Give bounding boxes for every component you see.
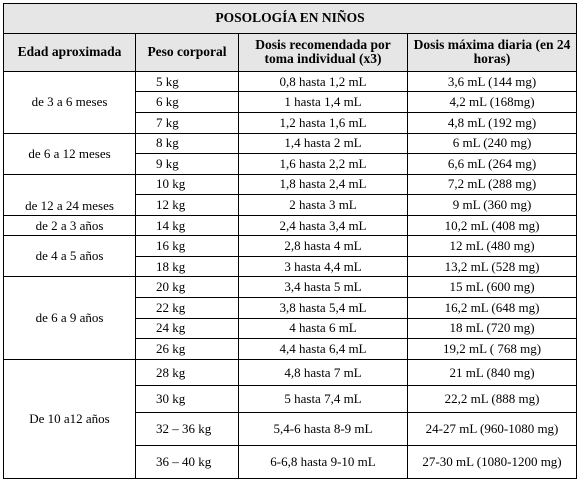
age-group-cell: de 4 a 5 años (4, 236, 136, 277)
age-group-cell: de 3 a 6 meses (4, 71, 136, 133)
max-cell: 13,2 mL (528 mg) (408, 256, 577, 277)
max-cell: 12 mL (480 mg) (408, 236, 577, 257)
table-row (4, 359, 577, 386)
weight-cell: 26 kg (136, 339, 239, 360)
weight-cell: 24 kg (136, 318, 239, 339)
table-row (4, 277, 577, 298)
dose-cell: 1 hasta 1,4 mL (239, 92, 408, 113)
dose-cell: 4,8 hasta 7 mL (239, 359, 408, 386)
age-group-cell: de 2 a 3 años (4, 215, 136, 236)
weight-cell: 6 kg (136, 92, 239, 113)
age-group-cell: De 10 a12 años (4, 359, 136, 478)
age-group-cell: de 6 a 9 años (4, 277, 136, 359)
weight-cell: 32 – 36 kg (136, 413, 239, 446)
dose-cell: 2,4 hasta 3,4 mL (239, 215, 408, 236)
dose-cell: 0,8 hasta 1,2 mL (239, 71, 408, 92)
dose-cell: 1,6 hasta 2,2 mL (239, 154, 408, 175)
dosage-table (3, 3, 577, 479)
dose-cell: 1,4 hasta 2 mL (239, 133, 408, 154)
header-dose: Dosis recomendada por toma individual (x3) (239, 33, 408, 71)
max-cell: 7,2 mL (288 mg) (408, 174, 577, 195)
weight-cell: 18 kg (136, 256, 239, 277)
header-age: Edad aproximada (4, 33, 136, 71)
max-cell: 6,6 mL (264 mg) (408, 154, 577, 175)
weight-cell: 36 – 40 kg (136, 446, 239, 479)
weight-cell: 16 kg (136, 236, 239, 257)
dose-cell: 6-6,8 hasta 9-10 mL (239, 446, 408, 479)
max-cell: 22,2 mL (888 mg) (408, 386, 577, 413)
title-row (4, 4, 577, 34)
age-group-cell: de 6 a 12 meses (4, 133, 136, 174)
table-row (4, 133, 577, 154)
max-cell: 16,2 mL (648 mg) (408, 298, 577, 319)
max-cell: 21 mL (840 mg) (408, 359, 577, 386)
weight-cell: 30 kg (136, 386, 239, 413)
dose-cell: 2,8 hasta 4 mL (239, 236, 408, 257)
max-cell: 15 mL (600 mg) (408, 277, 577, 298)
max-cell: 19,2 mL ( 768 mg) (408, 339, 577, 360)
dose-cell: 2 hasta 3 mL (239, 195, 408, 216)
max-cell: 27-30 mL (1080-1200 mg) (408, 446, 577, 479)
dose-cell: 1,2 hasta 1,6 mL (239, 112, 408, 133)
dose-cell: 3 hasta 4,4 mL (239, 256, 408, 277)
age-group-cell: de 12 a 24 meses (4, 174, 136, 215)
table-title: POSOLOGÍA EN NIÑOS (4, 4, 577, 34)
max-cell: 18 mL (720 mg) (408, 318, 577, 339)
weight-cell: 7 kg (136, 112, 239, 133)
dose-cell: 3,4 hasta 5 mL (239, 277, 408, 298)
weight-cell: 20 kg (136, 277, 239, 298)
header-row (4, 33, 577, 71)
header-max: Dosis máxima diaria (en 24 horas) (408, 33, 577, 71)
max-cell: 10,2 mL (408 mg) (408, 215, 577, 236)
max-cell: 3,6 mL (144 mg) (408, 71, 577, 92)
header-weight: Peso corporal (136, 33, 239, 71)
weight-cell: 28 kg (136, 359, 239, 386)
weight-cell: 8 kg (136, 133, 239, 154)
weight-cell: 5 kg (136, 71, 239, 92)
dose-cell: 3,8 hasta 5,4 mL (239, 298, 408, 319)
table-row (4, 215, 577, 236)
dose-cell: 5,4-6 hasta 8-9 mL (239, 413, 408, 446)
weight-cell: 12 kg (136, 195, 239, 216)
weight-cell: 14 kg (136, 215, 239, 236)
table-row (4, 236, 577, 257)
max-cell: 9 mL (360 mg) (408, 195, 577, 216)
dose-cell: 4,4 hasta 6,4 mL (239, 339, 408, 360)
weight-cell: 10 kg (136, 174, 239, 195)
dose-cell: 4 hasta 6 mL (239, 318, 408, 339)
max-cell: 6 mL (240 mg) (408, 133, 577, 154)
table-row (4, 174, 577, 195)
max-cell: 24-27 mL (960-1080 mg) (408, 413, 577, 446)
max-cell: 4,2 mL (168mg) (408, 92, 577, 113)
weight-cell: 9 kg (136, 154, 239, 175)
dose-cell: 1,8 hasta 2,4 mL (239, 174, 408, 195)
table-row (4, 71, 577, 92)
weight-cell: 22 kg (136, 298, 239, 319)
max-cell: 4,8 mL (192 mg) (408, 112, 577, 133)
dose-cell: 5 hasta 7,4 mL (239, 386, 408, 413)
